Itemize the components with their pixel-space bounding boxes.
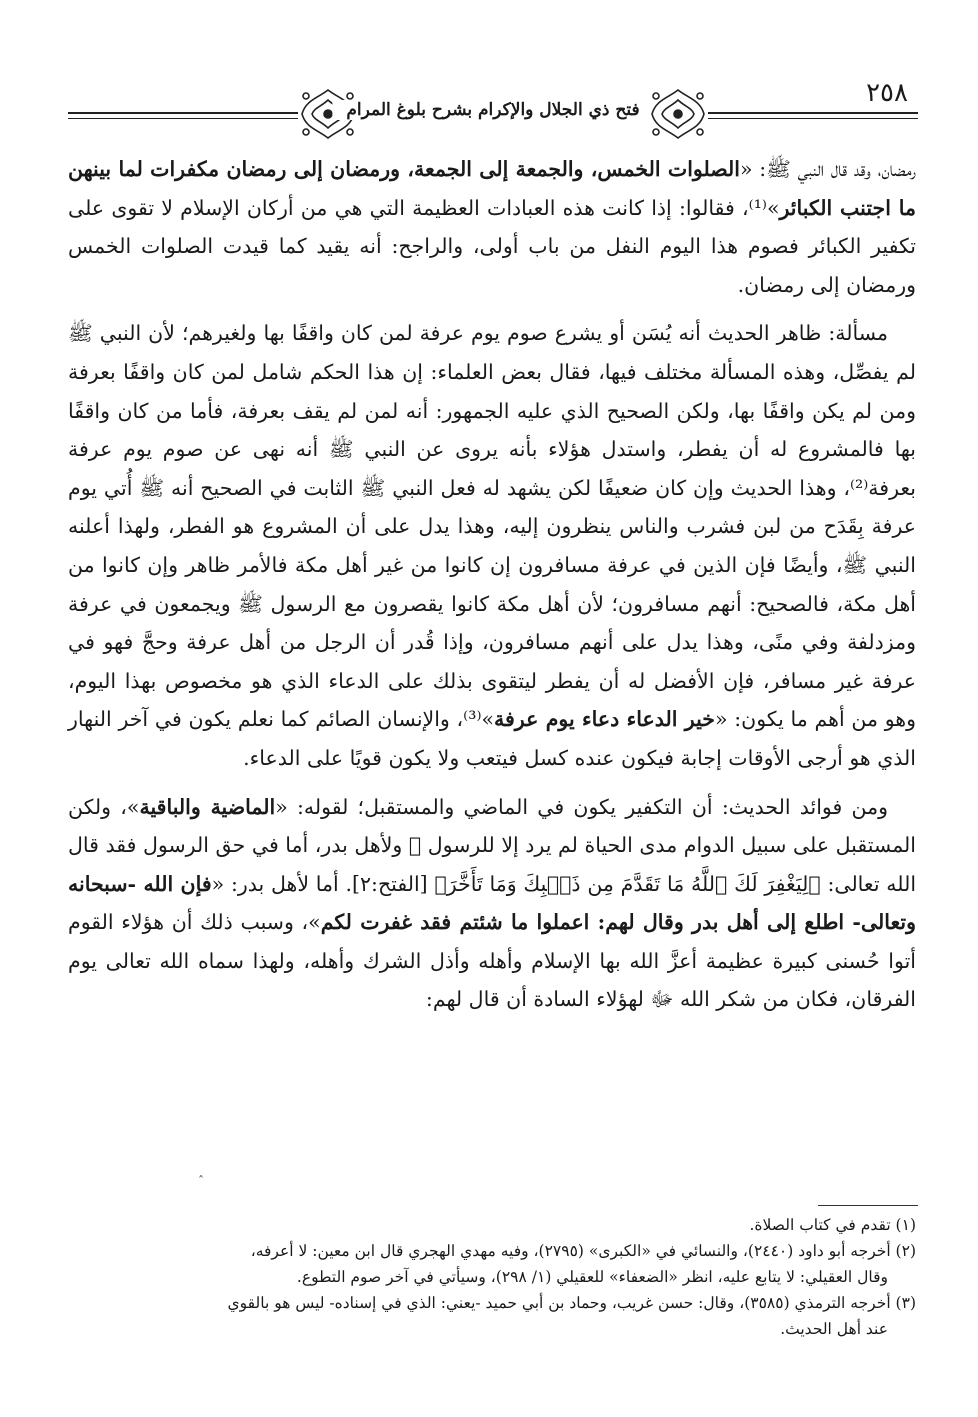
small-mark: ˆ <box>198 1174 204 1188</box>
page-number: ٢٥٨ <box>866 78 908 108</box>
footnote-line: (١) تقدم في كتاب الصلاة. <box>749 1216 916 1234</box>
text-run: »، ولكن المستقبل على سبيل الدوام مدى الحياة لم يرد إلا للرسول ﷺ ولأهل بدر، أما في حق الرسول فقد قال الله تعالى: ﴿لِيَغْفِرَ لَكَ ٱللَّهُ مَا تَقَدَّمَ مِن ذَنۢبِكَ وَمَا تَأَخَّرَ﴾ [الفتح:٢]. أما لأهل بدر: « <box>68 794 917 896</box>
body-text <box>68 150 916 1019</box>
bold-run: الماضية والباقية <box>139 794 276 819</box>
bold-run: فإن الله -سبحانه وتعالى- اطلع إلى أهل بدر وقال لهم: اعملوا ما شئتم فقد غفرت لكم <box>68 871 916 935</box>
text-run: »، وسبب ذلك أن هؤلاء القوم أتوا حُسنى كبيرة عظيمة أعزَّ الله بها الإسلام وأهله وأذل الشرك وأهله، ولهذا سماه الله تعالى يوم الفرقان، فكان من شكر الله ﷻ لهؤلاء السادة أن قال لهم: <box>68 910 916 1012</box>
ornament-icon <box>648 86 708 142</box>
paragraph-3 <box>68 788 916 1020</box>
footnote-1 <box>68 1212 916 1238</box>
paragraph-1 <box>68 150 916 304</box>
bold-run: خير الدعاء دعاء يوم عرفة <box>494 707 715 732</box>
text-run: »⁽¹⁾، فقالوا: إذا كانت هذه العبادات العظيمة التي هي من أركان الإسلام لا تقوى على تكفير الكبائر فصوم هذا اليوم النفل من باب أولى، والراجح: أنه يقيد كما قيدت الصلوات الخمس ورمضان إلى رمضان. <box>68 195 916 297</box>
text-run: رمضان، وقد قال النبي ﷺ: « <box>740 157 916 181</box>
book-title: فتح ذي الجلال والإكرام بشرح بلوغ المرام <box>332 100 653 120</box>
bold-run: الصلوات الخمس، والجمعة إلى الجمعة، ورمضان إلى رمضان مكفرات لما بينهن ما اجتنب الكبائر <box>68 157 916 220</box>
footnotes <box>68 1212 916 1342</box>
footnote-2 <box>68 1238 916 1290</box>
footnote-line: (٣) أخرجه الترمذي (٣٥٨٥)، وقال: حسن غريب، وحماد بن أبي حميد -يعني: الذي في إسناده- ليس هو بالقوي <box>227 1294 916 1312</box>
paragraph-2 <box>68 314 916 777</box>
footnote-line: وقال العقيلي: لا يتابع عليه، انظر «الضعفاء» للعقيلي (١/ ٢٩٨)، وسيأتي في آخر صوم التطوع. <box>296 1268 888 1286</box>
footnote-line: عند أهل الحديث. <box>780 1320 888 1338</box>
footnote-rule <box>818 1205 918 1206</box>
page-header <box>68 78 918 148</box>
text-run: »⁽³⁾، والإنسان الصائم كما نعلم يكون في آخر النهار الذي هو أرجى الأوقات إجابة فيكون عنده كسل فيتعب ولا يكون قويًا على الدعاء. <box>68 707 916 770</box>
text-run: مسألة: ظاهر الحديث أنه يُسَن أو يشرع صوم يوم عرفة لمن كان واقفًا بها ولغيرهم؛ لأن النبي ﷺ لم يفصِّل، وهذه المسألة مختلف فيها، فقال بعض العلماء: إن هذا الحكم شامل لمن كان واقفًا بعرفة ومن لم يكن واقفًا بها، ولكن الصحيح الذي عليه الجمهور: أنه لمن لم يقف بعرفة، فأما من كان واقفًا بها فالمشروع له أن يفطر، واستدل هؤلاء بأنه يروى عن النبي ﷺ أنه نهى عن صوم يوم عرفة بعرفة⁽²⁾، وهذا الحديث وإن كان ضعيفًا لكن يشهد له فعل النبي ﷺ الثابت في الصحيح أنه ﷺ أُتي يوم عرفة بِقَدَح من لبن فشرب والناس ينظرون إليه، وهذا يدل على أن المشروع هو الفطر، ولهذا أعلنه النبي ﷺ، وأيضًا فإن الذين في عرفة مسافرون إن كانوا من غير أهل مكة فالأمر ظاهر وإن كانوا من أهل مكة، فالصحيح: أنهم مسافرون؛ لأن أهل مكة كانوا يقصرون مع الرسول ﷺ ويجمعون في عرفة ومزدلفة وفي منًى، وهذا يدل على أنهم مسافرون، وإذا قُدر أن الرجل من أهل عرفة وحجَّ فهو في عرفة غير مسافر، فإن الأفضل له أن يفطر ليتقوى بذلك على الدعاء الذي هو مخصوص بهذا اليوم، وهو من أهم ما يكون: « <box>68 321 916 732</box>
footnote-line: (٢) أخرجه أبو داود (٢٤٤٠)، والنسائي في «الكبرى» (٢٧٩٥)، وفيه مهدي الهجري قال ابن معين: لا أعرفه، <box>250 1242 916 1260</box>
footnote-3 <box>68 1290 916 1342</box>
text-run: ومن فوائد الحديث: أن التكفير يكون في الماضي والمستقبل؛ لقوله: « <box>275 794 889 819</box>
